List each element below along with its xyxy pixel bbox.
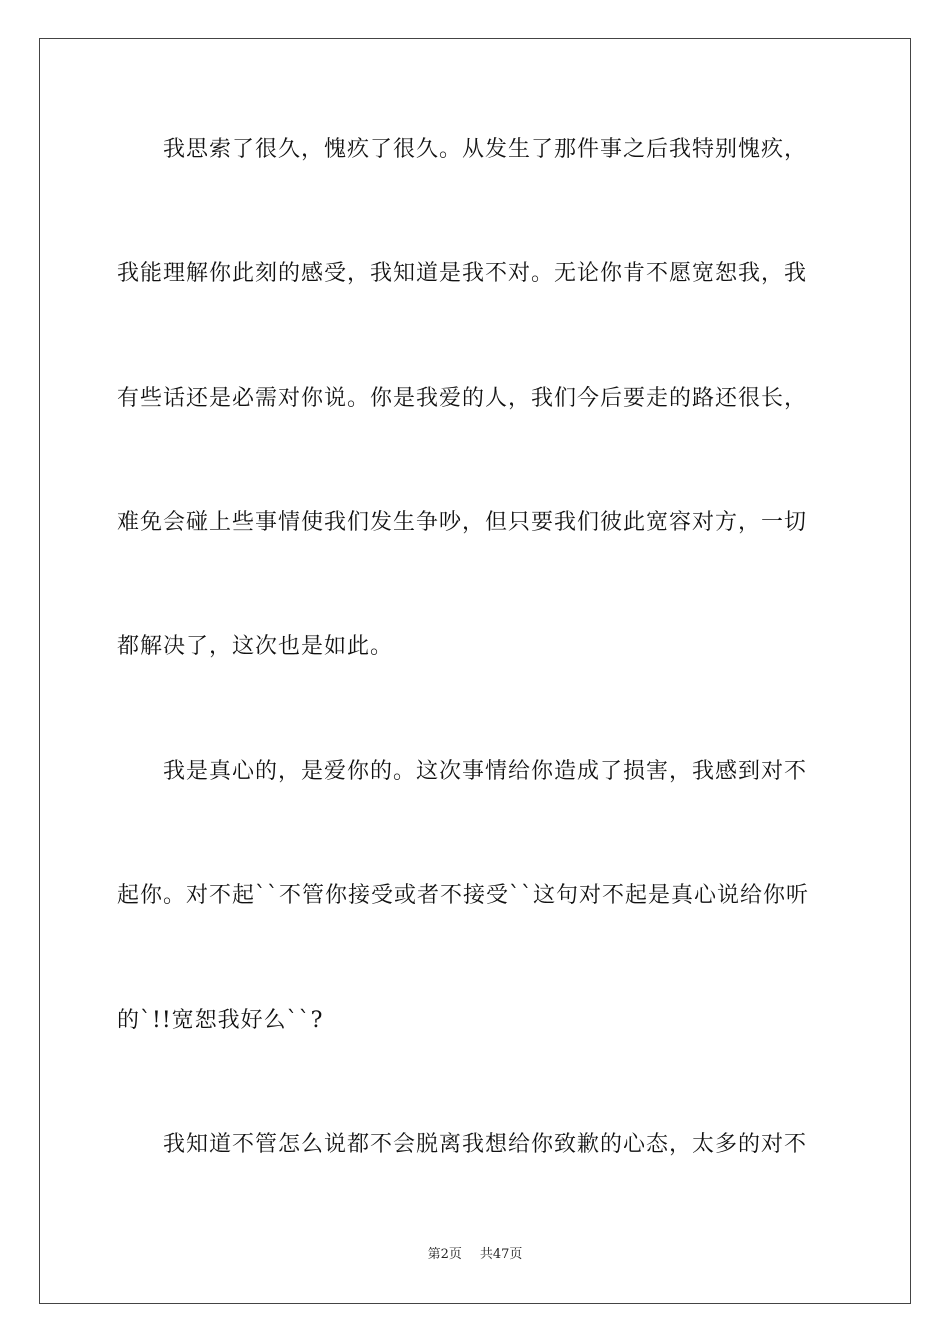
text-line: 我知道不管怎么说都不会脱离我想给你致歉的心态，太多的对不 <box>117 1132 808 1157</box>
page-total: 共47页 <box>479 1247 523 1262</box>
page-border <box>39 38 911 1304</box>
text-line: 我思索了很久，愧疚了很久。从发生了那件事之后我特别愧疚， <box>117 137 808 162</box>
text-line: 的`!!宽恕我好么``? <box>117 1008 324 1033</box>
text-line: 我能理解你此刻的感受，我知道是我不对。无论你肯不愿宽恕我，我 <box>117 261 808 286</box>
text-line: 都解决了，这次也是如此。 <box>117 634 394 659</box>
page-number: 第2页 <box>427 1247 462 1262</box>
text-line: 难免会碰上些事情使我们发生争吵，但只要我们彼此宽容对方，一切 <box>117 510 808 535</box>
text-line: 我是真心的，是爱你的。这次事情给你造成了损害，我感到对不 <box>117 759 808 784</box>
text-line: 起你。对不起``不管你接受或者不接受``这句对不起是真心说给你听 <box>117 883 810 908</box>
page-footer <box>0 1246 950 1264</box>
text-line: 有些话还是必需对你说。你是我爱的人，我们今后要走的路还很长， <box>117 386 808 411</box>
